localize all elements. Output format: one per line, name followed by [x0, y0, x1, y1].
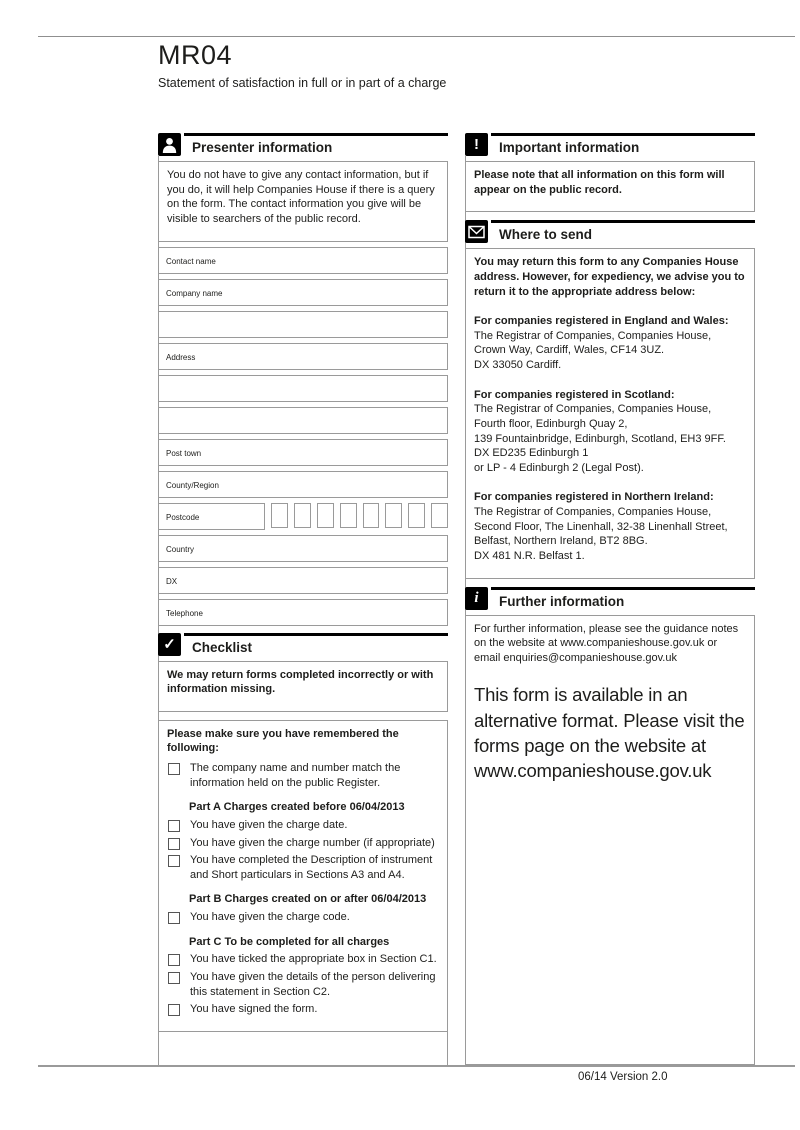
checkbox[interactable]	[168, 954, 180, 966]
checklist-part-heading: Part C To be completed for all charges	[189, 935, 390, 948]
address-line: DX 33050 Cardiff.	[474, 359, 562, 371]
checkbox[interactable]	[168, 1004, 180, 1016]
exclamation-glyph: !	[474, 136, 479, 153]
check-icon	[158, 633, 181, 656]
checkbox[interactable]	[168, 972, 180, 984]
address-england-wales	[474, 314, 746, 373]
where-to-send-body	[465, 248, 755, 578]
checklist-item-text: You have signed the form.	[190, 1003, 318, 1016]
address-line: The Registrar of Companies, Companies House,	[474, 403, 712, 416]
checklist-section-header	[158, 633, 448, 656]
important-section-header	[465, 133, 755, 156]
field-address-line2[interactable]	[158, 375, 448, 402]
checklist-item	[167, 1002, 439, 1017]
further-info-text: For further information, please see the guidance notes on the website at www.companieshouse.gov.uk or email enquiries@companieshouse.gov.uk	[474, 622, 739, 664]
checkbox[interactable]	[168, 912, 180, 924]
further-info-section-header	[465, 587, 755, 610]
field-county-region[interactable]	[158, 471, 448, 498]
checklist-body	[158, 720, 448, 1032]
checklist-item-text: You have given the charge number (if appropriate)	[190, 836, 435, 849]
presenter-intro: You do not have to give any contact information, but if you do, it will help Companies House if there is a query on the form. The contact information you give will be visible to searchers of the public record.	[158, 161, 448, 242]
address-line: 139 Fountainbridge, Edinburgh, Scotland, EH3 9FF.	[474, 432, 726, 445]
field-label-country: Country	[166, 544, 195, 554]
further-info-body	[465, 615, 755, 1066]
checklist-item-text: You have given the charge code.	[190, 911, 350, 923]
field-address[interactable]	[158, 343, 448, 370]
address-line: Belfast, Northern Ireland, BT2 8BG.	[474, 535, 648, 548]
address-northern-ireland	[474, 490, 746, 563]
field-company-name-line2[interactable]	[158, 311, 448, 338]
checklist-intro: Please make sure you have remembered the following:	[167, 727, 399, 755]
alternative-format-text: This form is available in an alternative format. Please visit the forms page on the website at www.companieshouse.gov.uk	[474, 684, 745, 781]
field-company-name[interactable]	[158, 279, 448, 306]
postcode-cell[interactable]	[317, 503, 334, 528]
postcode-cell[interactable]	[408, 503, 425, 528]
address-line: Second Floor, The Linenhall, 32-38 Linenhall Street,	[474, 520, 728, 533]
postcode-cell[interactable]	[363, 503, 380, 528]
presenter-section-title: Presenter information	[184, 133, 448, 155]
checklist-warning: We may return forms completed incorrectly or with information missing.	[158, 661, 448, 712]
checklist-item	[167, 836, 439, 851]
address-line: DX ED235 Edinburgh 1	[474, 447, 589, 460]
presenter-section-header	[158, 133, 448, 156]
where-to-send-intro: You may return this form to any Companies House address. However, for expediency, we advise you to return it to the appropriate address below:	[474, 256, 745, 298]
exclamation-icon	[465, 133, 488, 156]
left-column-spacer	[158, 1032, 448, 1065]
address-line: Crown Way, Cardiff, Wales, CF14 3UZ.	[474, 344, 665, 357]
where-to-send-section-header	[465, 220, 755, 243]
check-glyph: ✓	[163, 635, 176, 653]
left-column	[158, 133, 448, 1065]
checklist-item-text: You have given the charge date.	[190, 818, 348, 831]
field-postcode[interactable]	[158, 503, 265, 530]
footer-version: 06/14 Version 2.0	[578, 1071, 668, 1083]
field-label-county-region: County/Region	[166, 480, 219, 490]
checklist-item-text: You have given the details of the person delivering this statement in Section C2.	[190, 970, 436, 998]
field-label-company-name: Company name	[166, 288, 223, 298]
field-dx[interactable]	[158, 567, 448, 594]
address-heading: For companies registered in Scotland:	[474, 388, 675, 401]
field-contact-name[interactable]	[158, 247, 448, 274]
address-line: or LP - 4 Edinburgh 2 (Legal Post).	[474, 461, 644, 474]
envelope-icon	[465, 220, 488, 243]
address-line: Fourth floor, Edinburgh Quay 2,	[474, 417, 628, 430]
important-note: Please note that all information on this form will appear on the public record.	[465, 161, 755, 212]
field-label-post-town: Post town	[166, 448, 202, 458]
checklist-item-text: You have ticked the appropriate box in Section C1.	[190, 953, 437, 966]
field-label-dx: DX	[166, 576, 178, 586]
checklist-item-text: You have completed the Description of instrument and Short particulars in Sections A3 and A4.	[190, 854, 433, 881]
postcode-cell[interactable]	[340, 503, 357, 528]
field-label-postcode: Postcode	[166, 512, 200, 522]
checklist-item	[167, 970, 439, 999]
checkbox[interactable]	[168, 838, 180, 850]
checklist-section-title: Checklist	[184, 633, 448, 655]
info-glyph: i	[474, 589, 479, 606]
field-label-telephone: Telephone	[166, 608, 203, 618]
field-label-contact-name: Contact name	[166, 256, 216, 266]
postcode-cell[interactable]	[271, 503, 288, 528]
postcode-cell[interactable]	[431, 503, 448, 528]
checklist-part-heading: Part B Charges created on or after 06/04/2013	[189, 893, 427, 906]
form-subtitle: Statement of satisfaction in full or in part of a charge	[158, 76, 447, 90]
checkbox[interactable]	[168, 820, 180, 832]
checklist-item	[167, 818, 439, 833]
checklist-part-heading: Part A Charges created before 06/04/2013	[189, 801, 405, 814]
field-telephone[interactable]	[158, 599, 448, 626]
further-info-section-title: Further information	[491, 587, 755, 609]
right-column	[465, 133, 755, 1065]
checklist-item-text: The company name and number match the information held on the public Register.	[190, 762, 401, 789]
address-line: The Registrar of Companies, Companies House,	[474, 506, 712, 518]
address-line: DX 481 N.R. Belfast 1.	[474, 549, 585, 562]
checklist-item	[167, 910, 439, 925]
field-country[interactable]	[158, 535, 448, 562]
checklist-item	[167, 952, 439, 967]
postcode-cell[interactable]	[294, 503, 311, 528]
important-section-title: Important information	[491, 133, 755, 155]
bottom-rule	[38, 1065, 795, 1067]
field-postcode-row	[158, 503, 448, 530]
checkbox[interactable]	[168, 855, 180, 867]
address-heading: For companies registered in England and Wales:	[474, 315, 729, 328]
checklist-item	[167, 761, 439, 790]
postcode-cell[interactable]	[385, 503, 402, 528]
address-line: The Registrar of Companies, Companies House,	[474, 329, 712, 342]
form-header	[158, 40, 446, 90]
field-address-line3[interactable]	[158, 407, 448, 434]
checklist-item	[167, 853, 439, 882]
person-icon	[158, 133, 181, 156]
field-label-address: Address	[166, 352, 196, 362]
field-post-town[interactable]	[158, 439, 448, 466]
info-icon	[465, 587, 488, 610]
form-code: MR04	[158, 40, 233, 70]
checkbox[interactable]	[168, 763, 180, 775]
where-to-send-section-title: Where to send	[491, 220, 755, 242]
address-scotland	[474, 388, 746, 476]
top-rule	[38, 36, 795, 37]
address-heading: For companies registered in Northern Ireland:	[474, 491, 714, 504]
